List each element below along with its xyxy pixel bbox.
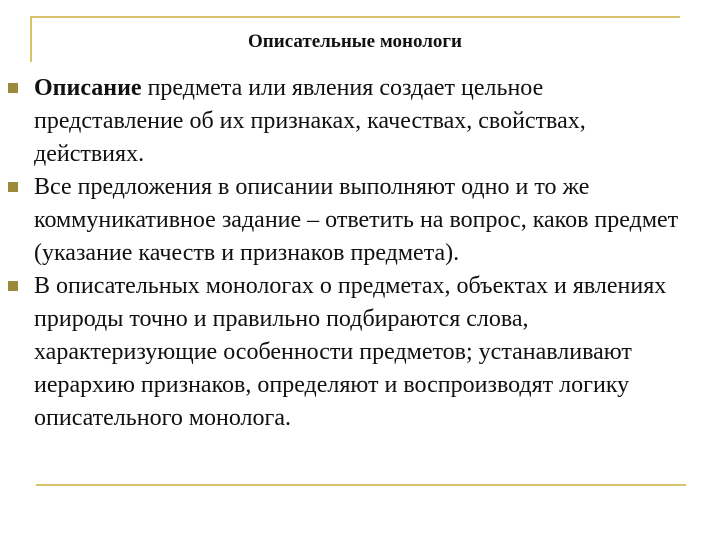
bullet-list [0,72,720,435]
bullet-text: предмета или явления создает цельное представление об их признаках, качествах, свойствах, действиях. [34,75,586,167]
bottom-divider [36,484,686,486]
square-bullet-icon [8,182,18,192]
square-bullet-icon [8,281,18,291]
square-bullet-icon [8,83,18,93]
slide-title: Описательные монологи [248,31,462,52]
bullet-item-3 [0,270,720,435]
bullet-text: Все предложения в описании выполняют одно и то же коммуникативное задание – ответить на вопрос, каков предмет (указание качеств и признаков предмета). [34,174,679,266]
bullet-item-1 [0,72,720,171]
bullet-item-2 [0,171,720,270]
bullet-term: Описание [34,75,142,101]
bullet-text: В описательных монологах о предметах, объектах и явлениях природы точно и правильно подбираются слова, характеризующие особенности предметов; устанавливают иерархию признаков, определяют и воспроизводят логику описательного монолога. [34,273,667,431]
